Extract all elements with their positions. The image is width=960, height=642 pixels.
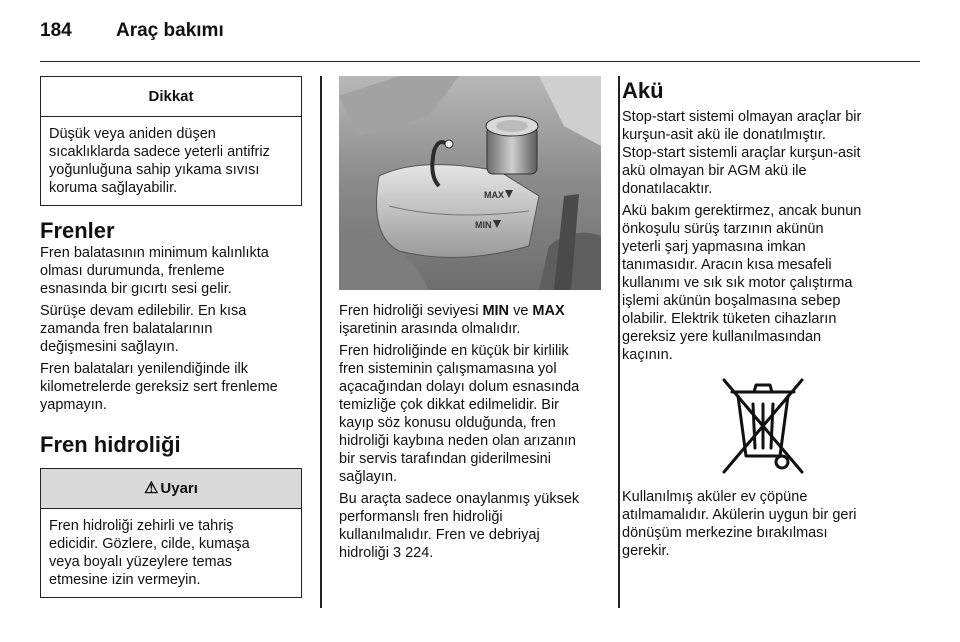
warning-icon: ⚠ [144, 480, 159, 497]
text-line: kullanılmalıdır. Fren ve debriyaj [339, 527, 540, 543]
text-line: kullanımı ve sık sık motor çalıştırma [622, 275, 853, 291]
warning-line: veya boyalı yüzeylere temas [49, 554, 232, 570]
text-line: işaretinin arasında olmalıdır. [339, 321, 521, 337]
text-line: temizliğe çok dikkat edilmelidir. Bir [339, 397, 559, 413]
warning-box [40, 468, 302, 598]
text-line: bir servis tarafından giderilmesini [339, 451, 551, 467]
text-span: Fren hidroliği seviyesi [339, 303, 483, 319]
text-line: açacağından dolayı dolum esnasında [339, 379, 580, 395]
text-line: Stop-start sistemi olmayan araçlar bir [622, 109, 862, 125]
text-line: Sürüşe devam edilebilir. En kısa [40, 303, 247, 319]
min-mark-label: MIN [475, 220, 492, 230]
text-line: kayıp söz konusu olduğunda, fren [339, 415, 556, 431]
column-3 [622, 76, 904, 564]
max-label: MAX [532, 303, 565, 319]
text-line: zamanda fren balatalarının [40, 321, 213, 337]
text-line: yapmayın. [40, 397, 107, 413]
text-line: Bu araçta sadece onaylanmış yüksek [339, 491, 580, 507]
brakes-paragraph [40, 244, 302, 298]
page-number: 184 [40, 20, 72, 41]
text-line: olabilir. Elektrik tüketen cihazların [622, 311, 837, 327]
text-line: performanslı fren hidroliği [339, 509, 503, 525]
min-label: MIN [482, 303, 510, 319]
text-line: hidroliği kaybına neden olan arızanın [339, 433, 576, 449]
warning-text [41, 509, 301, 597]
text-line: gerekir. [622, 543, 670, 559]
text-line: Fren hidroliğinde en küçük bir kirlilik [339, 343, 569, 359]
text-line: yeterli şarj yapmasına imkan [622, 239, 806, 255]
text-line: donatılacaktır. [622, 181, 713, 197]
column-divider-right [618, 76, 620, 608]
contamination-paragraph [339, 342, 601, 486]
caution-box [40, 76, 302, 206]
brake-fluid-heading: Fren hidroliği [40, 432, 181, 457]
brakes-paragraph [40, 360, 302, 414]
text-line: tanımasıdır. Aracın kısa mesafeli [622, 257, 832, 273]
warning-line: edicidir. Gözlere, cilde, kumaşa [49, 536, 250, 552]
text-line: esnasında bir gıcırtı sesi gelir. [40, 281, 232, 297]
warning-line: Fren hidroliği zehirli ve tahriş [49, 518, 234, 534]
text-line: atılmamalıdır. Akülerin uygun bir geri [622, 507, 857, 523]
approved-fluid-paragraph [339, 490, 601, 562]
text-line: kilometrelerde gereksiz sert frenleme [40, 379, 278, 395]
text-line: akü olmayan bir AGM akü ile [622, 163, 807, 179]
caution-line: koruma sağlayabilir. [49, 180, 178, 196]
crossed-out-bin-icon [718, 374, 808, 478]
battery-heading: Akü [622, 78, 664, 103]
caution-heading: Dikkat [41, 77, 301, 117]
brakes-heading: Frenler [40, 218, 115, 243]
caution-line: yoğunluğuna sahip yıkama sıvısı [49, 162, 260, 178]
text-line: Stop-start sistemli araçlar kurşun-asit [622, 145, 861, 161]
caution-text [41, 117, 301, 205]
text-line: önkoşulu sürüş tarzının akünün [622, 221, 824, 237]
warning-line: etmesine izin vermeyin. [49, 572, 201, 588]
text-line: değişmesini sağlayın. [40, 339, 179, 355]
brakes-paragraph [40, 302, 302, 356]
battery-type-paragraph [622, 108, 904, 198]
page-title: Araç bakımı [116, 20, 224, 41]
max-mark-label: MAX [484, 190, 504, 200]
text-line: gereksiz yere kullanılmasından [622, 329, 822, 345]
battery-disposal-paragraph [622, 488, 904, 560]
text-line: dönüşüm merkezine bırakılması [622, 525, 828, 541]
text-span: hidroliği [339, 545, 393, 561]
text-line: Kullanılmış aküler ev çöpüne [622, 489, 808, 505]
page-header [40, 18, 920, 62]
text-line: kaçının. [622, 347, 673, 363]
warning-header [41, 469, 301, 509]
column-2 [339, 76, 601, 566]
text-line: işlemi akünün boşalmasına sebep [622, 293, 841, 309]
caution-line: Düşük veya aniden düşen [49, 126, 216, 142]
fluid-level-paragraph [339, 302, 601, 338]
text-span: ve [509, 303, 533, 319]
caution-line: sıcaklıklarda sadece yeterli antifriz [49, 144, 270, 160]
battery-maintenance-paragraph [622, 202, 904, 364]
text-line: olması durumunda, frenleme [40, 263, 225, 279]
text-line: sağlayın. [339, 469, 398, 485]
text-line: fren sisteminin çalışmamasına yol [339, 361, 557, 377]
warning-heading: Uyarı [160, 480, 198, 497]
text-line: Akü bakım gerektirmez, ancak bunun [622, 203, 862, 219]
text-line: Fren balatasının minimum kalınlıkta [40, 245, 269, 261]
column-divider-left [320, 76, 322, 608]
column-1 [40, 76, 302, 598]
brake-fluid-reservoir-photo [339, 76, 601, 290]
text-line: Fren balataları yenilendiğinde ilk [40, 361, 248, 377]
page-reference-number[interactable]: 224. [401, 545, 434, 561]
text-line: kurşun-asit akü ile donatılmıştır. [622, 127, 826, 143]
page-reference-icon[interactable]: 3 [393, 545, 402, 561]
